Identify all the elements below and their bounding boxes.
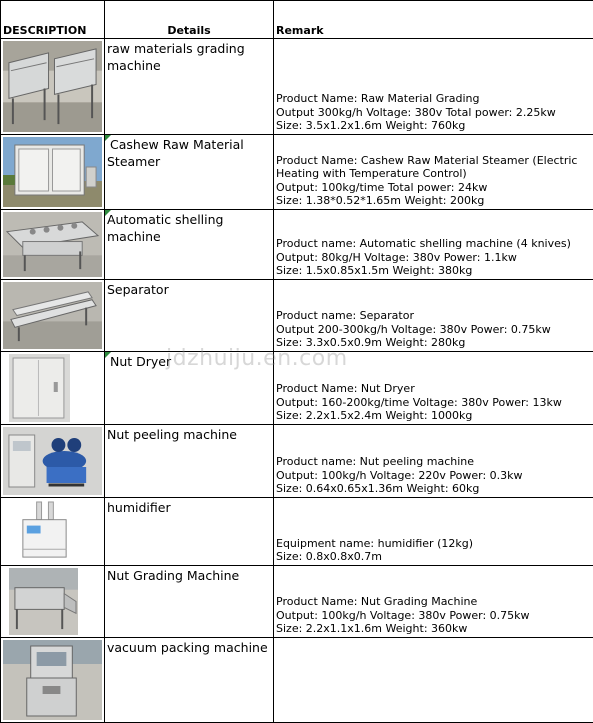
remark-line: Product Name: Cashew Raw Material Steamer (Electric Heating with Temperature Control) (276, 154, 591, 181)
remark-line: Size: 1.38*0.52*1.65m Weight: 200kg (276, 194, 591, 208)
photo-cell (1, 280, 105, 352)
product-name: Cashew Raw Material Steamer (105, 135, 273, 170)
remark-line: Size: 2.2x1.1x1.6m Weight: 360kw (276, 622, 591, 636)
remark-line: Equipment name: humidifier (12kg) (276, 537, 591, 551)
remark-cell (274, 498, 593, 566)
photo-cell (1, 638, 105, 723)
table-row (1, 210, 593, 280)
details-cell (105, 39, 274, 135)
peeling-machine-photo (3, 427, 102, 495)
remark-line: Output: 80kg/H Voltage: 380v Power: 1.1kw (276, 251, 591, 265)
product-name: Nut peeling machine (105, 425, 273, 443)
remark-line: Output 300kg/h Voltage: 380v Total power: 2.25kw (276, 106, 591, 120)
remark-line: Size: 2.2x1.5x2.4m Weight: 1000kg (276, 409, 591, 423)
product-name: Automatic shelling machine (105, 210, 273, 245)
shelling-machine-photo (3, 212, 102, 277)
product-name: Separator (105, 280, 273, 298)
details-cell (105, 210, 274, 280)
remark-cell (274, 210, 593, 280)
remark-cell (274, 135, 593, 210)
remark-cell (274, 425, 593, 498)
photo-cell (1, 39, 105, 135)
table-row (1, 280, 593, 352)
remark-line: Size: 0.8x0.8x0.7m (276, 550, 591, 564)
remark-line: Output: 100kg/h Voltage: 380v Power: 0.75kw (276, 609, 591, 623)
details-cell (105, 566, 274, 638)
table-row (1, 352, 593, 425)
vacuum-packing-machine-photo (3, 640, 102, 720)
details-cell (105, 498, 274, 566)
remark-line: Product Name: Nut Grading Machine (276, 595, 591, 609)
steamer-photo (3, 137, 102, 207)
header-details: Details (105, 1, 274, 39)
comment-marker (105, 210, 111, 216)
remark-line: Product name: Nut peeling machine (276, 455, 591, 469)
remark-cell (274, 280, 593, 352)
product-name: vacuum packing machine (105, 638, 273, 656)
product-name: raw materials grading machine (105, 39, 273, 74)
remark-cell (274, 566, 593, 638)
remark-line: Size: 3.3x0.5x0.9m Weight: 280kg (276, 336, 591, 350)
table-row (1, 566, 593, 638)
photo-cell (1, 498, 105, 566)
remark-line: Size: 0.64x0.65x1.36m Weight: 60kg (276, 482, 591, 496)
remark-line: Product Name: Raw Material Grading (276, 92, 591, 106)
remark-line: Product name: Automatic shelling machine (4 knives) (276, 237, 591, 251)
remark-cell (274, 638, 593, 723)
table-row (1, 39, 593, 135)
nut-grading-machine-photo (9, 568, 78, 635)
product-name: Nut Dryer (105, 352, 273, 370)
remark-line: Product Name: Nut Dryer (276, 382, 591, 396)
photo-cell (1, 210, 105, 280)
photo-cell (1, 352, 105, 425)
grading-machine-photo (3, 41, 102, 132)
remark-line: Output: 160-200kg/time Voltage: 380v Power: 13kw (276, 396, 591, 410)
header-remark: Remark (274, 1, 593, 39)
comment-marker (105, 352, 111, 358)
details-cell (105, 135, 274, 210)
remark-line: Size: 1.5x0.85x1.5m Weight: 380kg (276, 264, 591, 278)
product-name: Nut Grading Machine (105, 566, 273, 584)
header-description: DESCRIPTION (1, 1, 105, 39)
product-name: humidifier (105, 498, 273, 516)
comment-marker (105, 135, 111, 141)
nut-dryer-photo (9, 354, 70, 422)
separator-photo (3, 282, 102, 349)
remark-cell (274, 39, 593, 135)
table-row (1, 498, 593, 566)
photo-cell (1, 135, 105, 210)
table-row (1, 425, 593, 498)
watermark: jdzhuiju.en.com (166, 346, 348, 371)
remark-line: Size: 3.5x1.2x1.6m Weight: 760kg (276, 119, 591, 133)
photo-cell (1, 425, 105, 498)
header-row (1, 1, 593, 39)
remark-line: Output: 100kg/h Voltage: 220v Power: 0.3kw (276, 469, 591, 483)
table-row (1, 638, 593, 723)
remark-line: Output 200-300kg/h Voltage: 380v Power: 0.75kw (276, 323, 591, 337)
details-cell (105, 638, 274, 723)
table-row (1, 135, 593, 210)
remark-line: Product name: Separator (276, 309, 591, 323)
remark-cell (274, 352, 593, 425)
humidifier-photo (15, 500, 74, 563)
details-cell (105, 280, 274, 352)
details-cell (105, 352, 274, 425)
details-cell (105, 425, 274, 498)
photo-cell (1, 566, 105, 638)
remark-line: Output: 100kg/time Total power: 24kw (276, 181, 591, 195)
